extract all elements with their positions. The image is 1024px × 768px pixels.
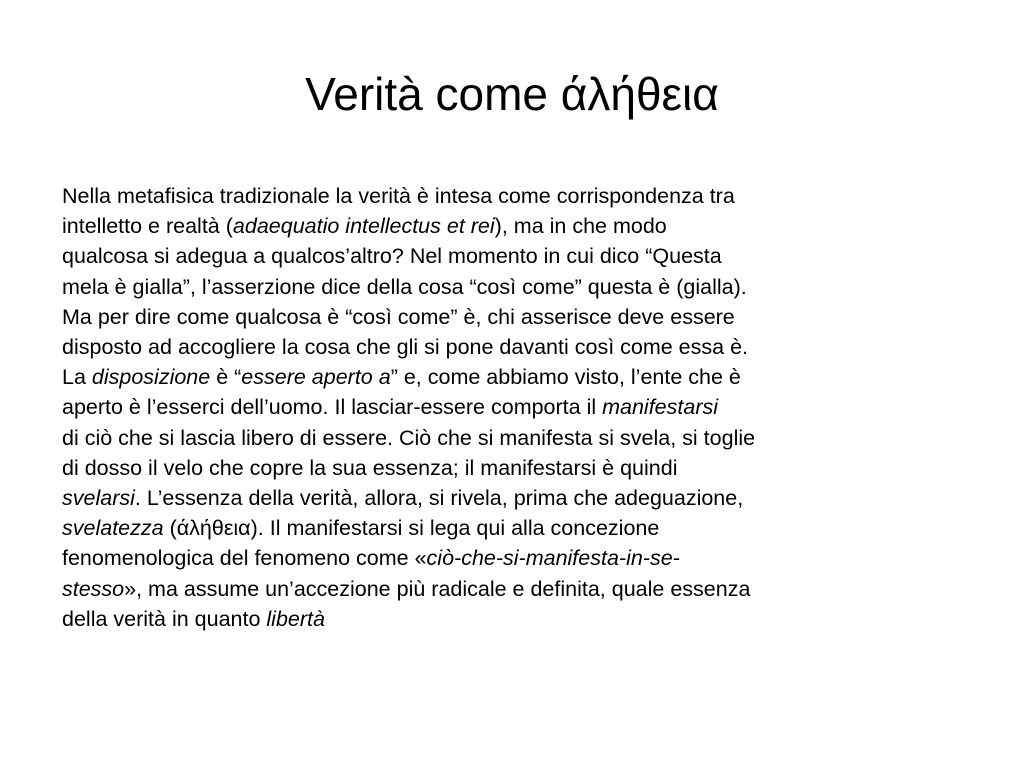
body-text-segment: qualcosa si adegua a qualcos’altro? Nel momento in cui dico “Questa [62, 244, 722, 269]
body-line [62, 453, 966, 483]
italic-term: essere aperto a [241, 365, 391, 390]
body-text-segment: di dosso il velo che copre la sua essenza; il manifestarsi è quindi [62, 455, 678, 480]
body-line [62, 543, 966, 573]
body-line [62, 483, 966, 513]
italic-term: disposizione [91, 365, 211, 390]
italic-term: manifestarsi [602, 395, 719, 420]
body-text-segment: mela è gialla”, l’asserzione dice della cosa “così come” questa è (gialla). [62, 274, 747, 299]
body-line [62, 423, 966, 453]
body-text-segment: Ma per dire come qualcosa è “così come” è, chi asserisce deve essere [62, 304, 735, 329]
italic-term: libertà [266, 606, 325, 631]
body-text-segment: intelletto e realtà ( [62, 214, 233, 239]
italic-term: ciò-che-si-manifesta-in-se- [426, 546, 680, 571]
body-line [62, 604, 966, 634]
body-text-segment: fenomenologica del fenomeno come « [62, 546, 427, 571]
slide-title: Verità come άλήθεια [305, 68, 719, 120]
body-text-segment: ), ma in che modo [494, 214, 667, 239]
body-line [62, 332, 966, 362]
body-text-segment: è “ [210, 365, 242, 390]
body-line [62, 241, 966, 271]
body-text-segment: La [62, 365, 92, 390]
body-line [62, 211, 966, 241]
italic-term: adaequatio intellectus et rei [232, 214, 495, 239]
italic-term: svelatezza [62, 516, 164, 541]
body-text-segment: Nella metafisica tradizionale la verità è intesa come corrispondenza tra [62, 184, 735, 208]
italic-term: stesso [62, 576, 125, 601]
body-text-segment: della verità in quanto [62, 606, 267, 631]
body-text-segment: . L’essenza della verità, allora, si rivela, prima che adeguazione, [134, 486, 744, 511]
italic-term: svelarsi [62, 486, 135, 511]
body-text-segment: di ciò che si lascia libero di essere. Ciò che si manifesta si svela, si toglie [62, 425, 756, 450]
body-line [62, 362, 966, 392]
body-text-segment: disposto ad accogliere la cosa che gli si pone davanti così come essa è. [62, 335, 749, 360]
slide-body-text [62, 181, 966, 634]
body-text-segment: », ma assume un’accezione più radicale e definita, quale essenza [124, 576, 751, 601]
body-text-segment: (άλήθεια). Il manifestarsi si lega qui alla concezione [163, 516, 660, 541]
body-line [62, 392, 966, 422]
body-line [62, 302, 966, 332]
body-text-segment: aperto è l’esserci dell’uomo. Il lasciar-essere comporta il [62, 395, 603, 420]
body-line [62, 272, 966, 302]
body-line [62, 574, 966, 604]
body-line [62, 181, 966, 211]
body-text-segment: ” e, come abbiamo visto, l’ente che è [390, 365, 741, 390]
body-line [62, 513, 966, 543]
